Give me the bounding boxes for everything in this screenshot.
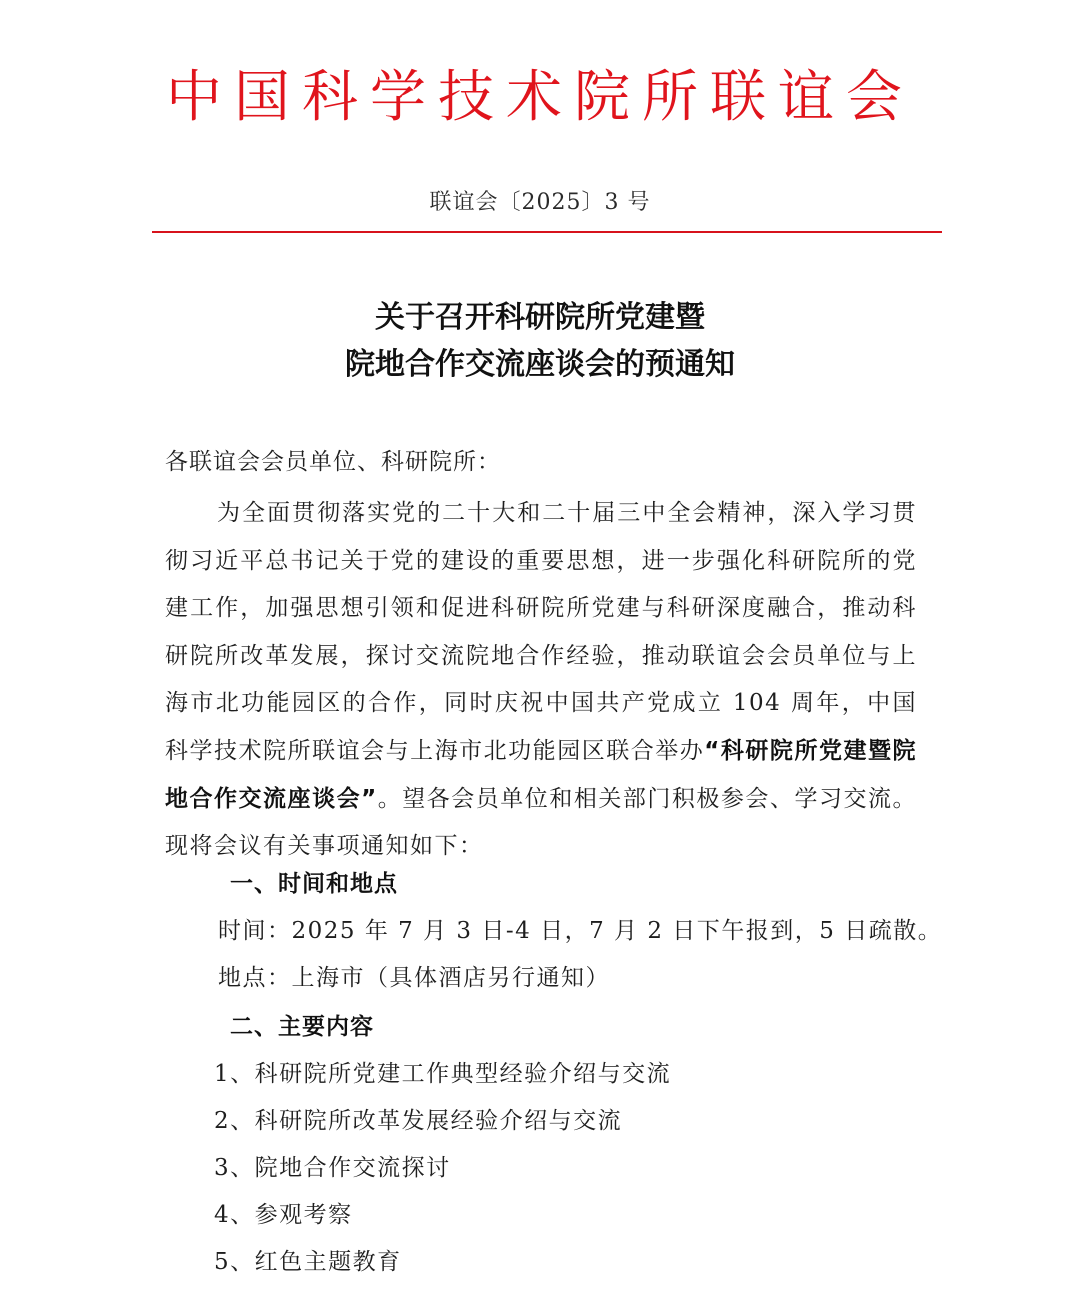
meeting-time: 时间：2025 年 7 月 3 日-4 日，7 月 2 日下午报到，5 日疏散。: [218, 918, 943, 944]
organization-letterhead: 中国科学技术院所联谊会: [166, 65, 914, 130]
body-paragraph-text: 为全面贯彻落实党的二十大和二十届三中全会精神，深入学习贯彻习近平总书记关于党的建设的重要思想，进一步强化科研院所的党建工作，加强思想引领和促进科研院所党建与科研深度融合，推动科研院所改革发展，探讨交流院地合作经验，推动联谊会会员单位与上海市北功能园区的合作，同时庆祝中国共产党成立 104 周年，中国科学技术院所联谊会与上海市北功能园区联合举办: [165, 500, 917, 764]
content-list-item: 3、院地合作交流探讨: [214, 1155, 451, 1181]
salutation: 各联谊会会员单位、科研院所：: [165, 449, 501, 475]
letterhead-divider: [152, 231, 942, 233]
section-heading-main-content: 二、主要内容: [230, 1014, 374, 1040]
document-number: 联谊会〔2025〕3 号: [429, 190, 651, 215]
body-paragraph: [165, 490, 917, 871]
event-name-emphasis: “科研院所党建暨院地合作交流座谈会”: [165, 737, 917, 812]
meeting-place: 地点：上海市（具体酒店另行通知）: [218, 965, 610, 991]
content-list-item: 4、参观考察: [214, 1202, 353, 1228]
section-heading-time-place: 一、时间和地点: [230, 871, 398, 897]
content-list-item: 2、科研院所改革发展经验介绍与交流: [214, 1108, 623, 1134]
document-title-line-2: 院地合作交流座谈会的预通知: [345, 347, 735, 382]
content-list-item: 5、红色主题教育: [214, 1249, 402, 1275]
document-title-line-1: 关于召开科研院所党建暨: [375, 300, 705, 335]
body-paragraph-text-end: 。望各会员单位和相关部门积极参会、学习交流。现将会议有关事项通知如下：: [165, 785, 917, 860]
content-list-item: 1、科研院所党建工作典型经验介绍与交流: [214, 1061, 672, 1087]
